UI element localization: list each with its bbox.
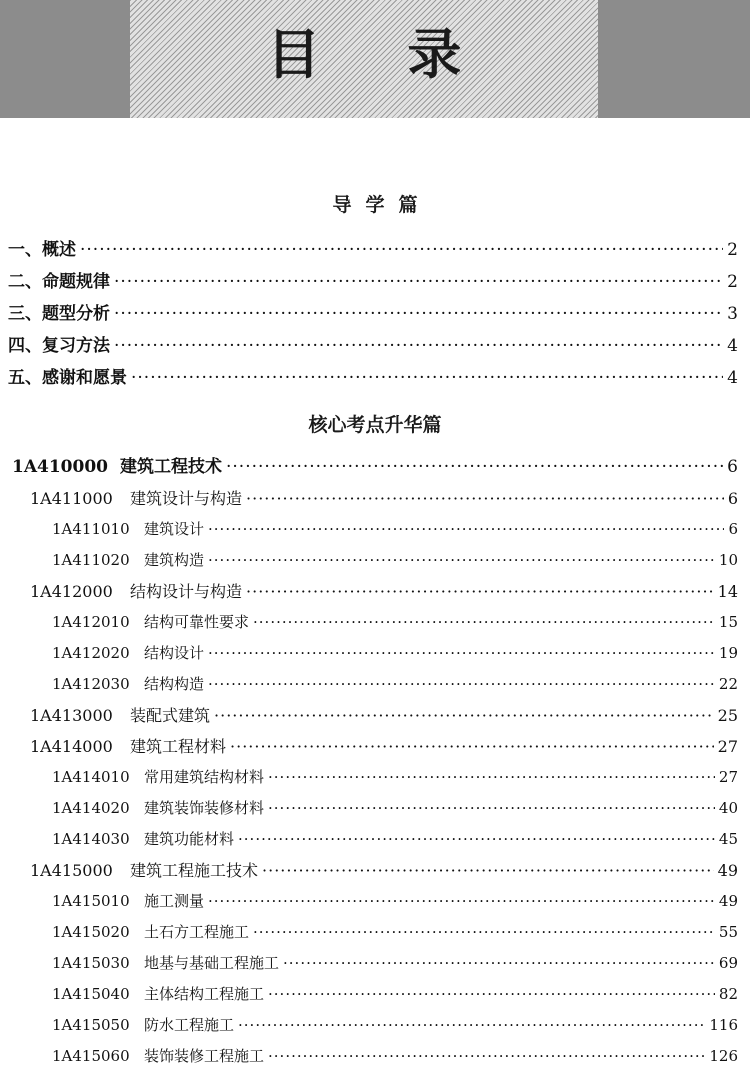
toc-page-number: 2 bbox=[727, 240, 738, 260]
toc-entry-title: 结构设计与构造 bbox=[130, 582, 243, 601]
toc-page-number: 19 bbox=[718, 644, 738, 662]
toc-entry-label bbox=[30, 483, 242, 514]
toc-entry[interactable] bbox=[0, 452, 750, 483]
toc-entry-code: 1A411000 bbox=[30, 489, 113, 508]
toc-entry[interactable] bbox=[0, 886, 750, 917]
toc-entry-label bbox=[52, 514, 204, 545]
toc-entry[interactable] bbox=[0, 607, 750, 638]
toc-entry-code: 1A415010 bbox=[52, 892, 130, 910]
toc-leader-dots bbox=[238, 1010, 705, 1041]
toc-entry-title: 建筑工程材料 bbox=[130, 737, 227, 756]
toc-entry[interactable] bbox=[0, 731, 750, 762]
toc-entry-label bbox=[30, 731, 226, 762]
toc-page-number: 40 bbox=[718, 799, 738, 817]
toc-leader-dots bbox=[253, 917, 715, 948]
toc-entry-label: 五、感谢和愿景 bbox=[8, 368, 127, 388]
toc-entry-title: 防水工程施工 bbox=[144, 1016, 235, 1034]
toc-entry-title: 施工测量 bbox=[144, 892, 205, 910]
toc-leader-dots bbox=[114, 298, 723, 330]
toc-leader-dots bbox=[268, 1041, 705, 1072]
toc-entry-title: 结构可靠性要求 bbox=[144, 613, 250, 631]
toc-entry-label: 四、复习方法 bbox=[8, 336, 110, 356]
toc-entry-label bbox=[52, 638, 204, 669]
toc-entry-title: 建筑装饰装修材料 bbox=[144, 799, 265, 817]
toc-entry[interactable] bbox=[0, 234, 750, 266]
toc-entry-code: 1A414020 bbox=[52, 799, 130, 817]
toc-entry-label bbox=[52, 1041, 264, 1072]
toc-entry[interactable] bbox=[0, 700, 750, 731]
toc-entry-code: 1A415000 bbox=[30, 861, 113, 880]
toc-leader-dots bbox=[226, 452, 723, 483]
toc-entry[interactable] bbox=[0, 1041, 750, 1072]
section-heading-core: 核心考点升华篇 bbox=[308, 414, 442, 436]
toc-entry-code: 1A412030 bbox=[52, 675, 130, 693]
toc-leader-dots bbox=[214, 700, 714, 731]
toc-page-number: 2 bbox=[727, 272, 738, 292]
toc-entry-label bbox=[30, 576, 242, 607]
toc-entry-title: 建筑工程施工技术 bbox=[130, 861, 259, 880]
toc-entry-code: 1A414000 bbox=[30, 737, 113, 756]
toc-entry[interactable] bbox=[0, 330, 750, 362]
toc-entry-title: 土石方工程施工 bbox=[144, 923, 250, 941]
toc-page-number: 49 bbox=[717, 861, 738, 880]
toc-page-number: 6 bbox=[727, 457, 738, 477]
toc-entry-title: 建筑构造 bbox=[144, 551, 205, 569]
toc-entry-title: 建筑设计 bbox=[144, 520, 205, 538]
toc-entry-code: 1A410000 bbox=[12, 457, 108, 477]
toc-entry-label bbox=[52, 762, 264, 793]
toc-entry[interactable] bbox=[0, 545, 750, 576]
toc-page-number: 15 bbox=[718, 613, 738, 631]
toc-page-number: 82 bbox=[718, 985, 738, 1003]
page-title: 目 录 bbox=[266, 22, 496, 86]
toc-entry-title: 主体结构工程施工 bbox=[144, 985, 265, 1003]
toc-entry-code: 1A411020 bbox=[52, 551, 130, 569]
toc-leader-dots bbox=[246, 483, 724, 514]
toc-leader-dots bbox=[253, 607, 715, 638]
toc-entry-label: 二、命题规律 bbox=[8, 272, 110, 292]
toc-page-number: 10 bbox=[718, 551, 738, 569]
toc-entry[interactable] bbox=[0, 298, 750, 330]
toc-entry-code: 1A413000 bbox=[30, 706, 113, 725]
toc-entry-label bbox=[52, 607, 249, 638]
toc-entry-title: 结构构造 bbox=[144, 675, 205, 693]
toc-entry-label bbox=[52, 886, 204, 917]
toc-page-number: 4 bbox=[727, 368, 738, 388]
toc-page-number: 3 bbox=[727, 304, 738, 324]
toc-leader-dots bbox=[208, 669, 715, 700]
toc-entry-code: 1A414030 bbox=[52, 830, 130, 848]
toc-entry-label bbox=[52, 545, 204, 576]
toc-entry-title: 地基与基础工程施工 bbox=[144, 954, 280, 972]
toc-entry-label bbox=[12, 452, 222, 483]
toc-leader-dots bbox=[208, 886, 715, 917]
toc-leader-dots bbox=[283, 948, 715, 979]
toc-page-number: 55 bbox=[718, 923, 738, 941]
toc-entry-title: 建筑功能材料 bbox=[144, 830, 235, 848]
toc-entry-code: 1A412010 bbox=[52, 613, 130, 631]
toc-leader-dots bbox=[268, 793, 715, 824]
toc-entry-code: 1A414010 bbox=[52, 768, 130, 786]
toc-entry[interactable] bbox=[0, 638, 750, 669]
toc-entry[interactable] bbox=[0, 855, 750, 886]
toc-leader-dots bbox=[262, 855, 714, 886]
toc-entry-code: 1A415030 bbox=[52, 954, 130, 972]
toc-entry-title: 装配式建筑 bbox=[130, 706, 211, 725]
toc-leader-dots bbox=[208, 545, 715, 576]
toc-core-list bbox=[0, 452, 750, 1072]
toc-page-number: 6 bbox=[728, 520, 738, 538]
toc-page-number: 6 bbox=[727, 489, 738, 508]
toc-entry-title: 建筑工程技术 bbox=[120, 457, 222, 477]
toc-page-number: 22 bbox=[718, 675, 738, 693]
toc-entry[interactable] bbox=[0, 669, 750, 700]
toc-entry[interactable] bbox=[0, 793, 750, 824]
toc-entry-label bbox=[52, 824, 234, 855]
toc-leader-dots bbox=[208, 514, 724, 545]
toc-leader-dots bbox=[80, 234, 723, 266]
toc-page-number: 27 bbox=[717, 737, 738, 756]
toc-guide-list bbox=[0, 234, 750, 394]
toc-entry[interactable] bbox=[0, 483, 750, 514]
toc-entry[interactable] bbox=[0, 362, 750, 394]
toc-entry-label: 一、概述 bbox=[8, 240, 76, 260]
toc-leader-dots bbox=[230, 731, 714, 762]
toc-entry-title: 装饰装修工程施工 bbox=[144, 1047, 265, 1065]
toc-entry-label bbox=[52, 979, 264, 1010]
toc-page-number: 69 bbox=[718, 954, 738, 972]
toc-entry[interactable] bbox=[0, 948, 750, 979]
toc-entry-label: 三、题型分析 bbox=[8, 304, 110, 324]
toc-leader-dots bbox=[268, 762, 715, 793]
toc-entry[interactable] bbox=[0, 979, 750, 1010]
toc-page-number: 25 bbox=[717, 706, 738, 725]
toc-leader-dots bbox=[114, 330, 723, 362]
toc-entry-title: 建筑设计与构造 bbox=[130, 489, 243, 508]
toc-page-number: 49 bbox=[718, 892, 738, 910]
toc-entry[interactable] bbox=[0, 514, 750, 545]
toc-page-number: 126 bbox=[709, 1047, 738, 1065]
toc-leader-dots bbox=[268, 979, 715, 1010]
toc-entry-code: 1A411010 bbox=[52, 520, 130, 538]
section-heading-guide: 导学篇 bbox=[332, 194, 432, 216]
toc-entry[interactable] bbox=[0, 1010, 750, 1041]
toc-entry-label bbox=[30, 855, 258, 886]
toc-entry-label bbox=[52, 793, 264, 824]
toc-entry-code: 1A412000 bbox=[30, 582, 113, 601]
toc-entry-label bbox=[52, 917, 249, 948]
toc-entry[interactable] bbox=[0, 824, 750, 855]
toc-entry[interactable] bbox=[0, 266, 750, 298]
toc-entry-code: 1A412020 bbox=[52, 644, 130, 662]
toc-entry[interactable] bbox=[0, 917, 750, 948]
toc-entry-label bbox=[52, 1010, 234, 1041]
toc-page-number: 116 bbox=[709, 1016, 738, 1034]
toc-entry-label bbox=[52, 948, 279, 979]
toc-entry-label bbox=[52, 669, 204, 700]
toc-entry-code: 1A415040 bbox=[52, 985, 130, 1003]
toc-leader-dots bbox=[208, 638, 715, 669]
toc-entry-title: 常用建筑结构材料 bbox=[144, 768, 265, 786]
toc-page-number: 14 bbox=[717, 582, 738, 601]
toc-entry[interactable] bbox=[0, 762, 750, 793]
toc-page-number: 4 bbox=[727, 336, 738, 356]
toc-entry-code: 1A415050 bbox=[52, 1016, 130, 1034]
toc-leader-dots bbox=[246, 576, 714, 607]
toc-leader-dots bbox=[114, 266, 723, 298]
toc-leader-dots bbox=[131, 362, 723, 394]
toc-entry[interactable] bbox=[0, 576, 750, 607]
toc-entry-title: 结构设计 bbox=[144, 644, 205, 662]
toc-entry-code: 1A415020 bbox=[52, 923, 130, 941]
toc-entry-code: 1A415060 bbox=[52, 1047, 130, 1065]
toc-page-number: 27 bbox=[718, 768, 738, 786]
toc-leader-dots bbox=[238, 824, 715, 855]
toc-entry-label bbox=[30, 700, 210, 731]
toc-page-number: 45 bbox=[718, 830, 738, 848]
